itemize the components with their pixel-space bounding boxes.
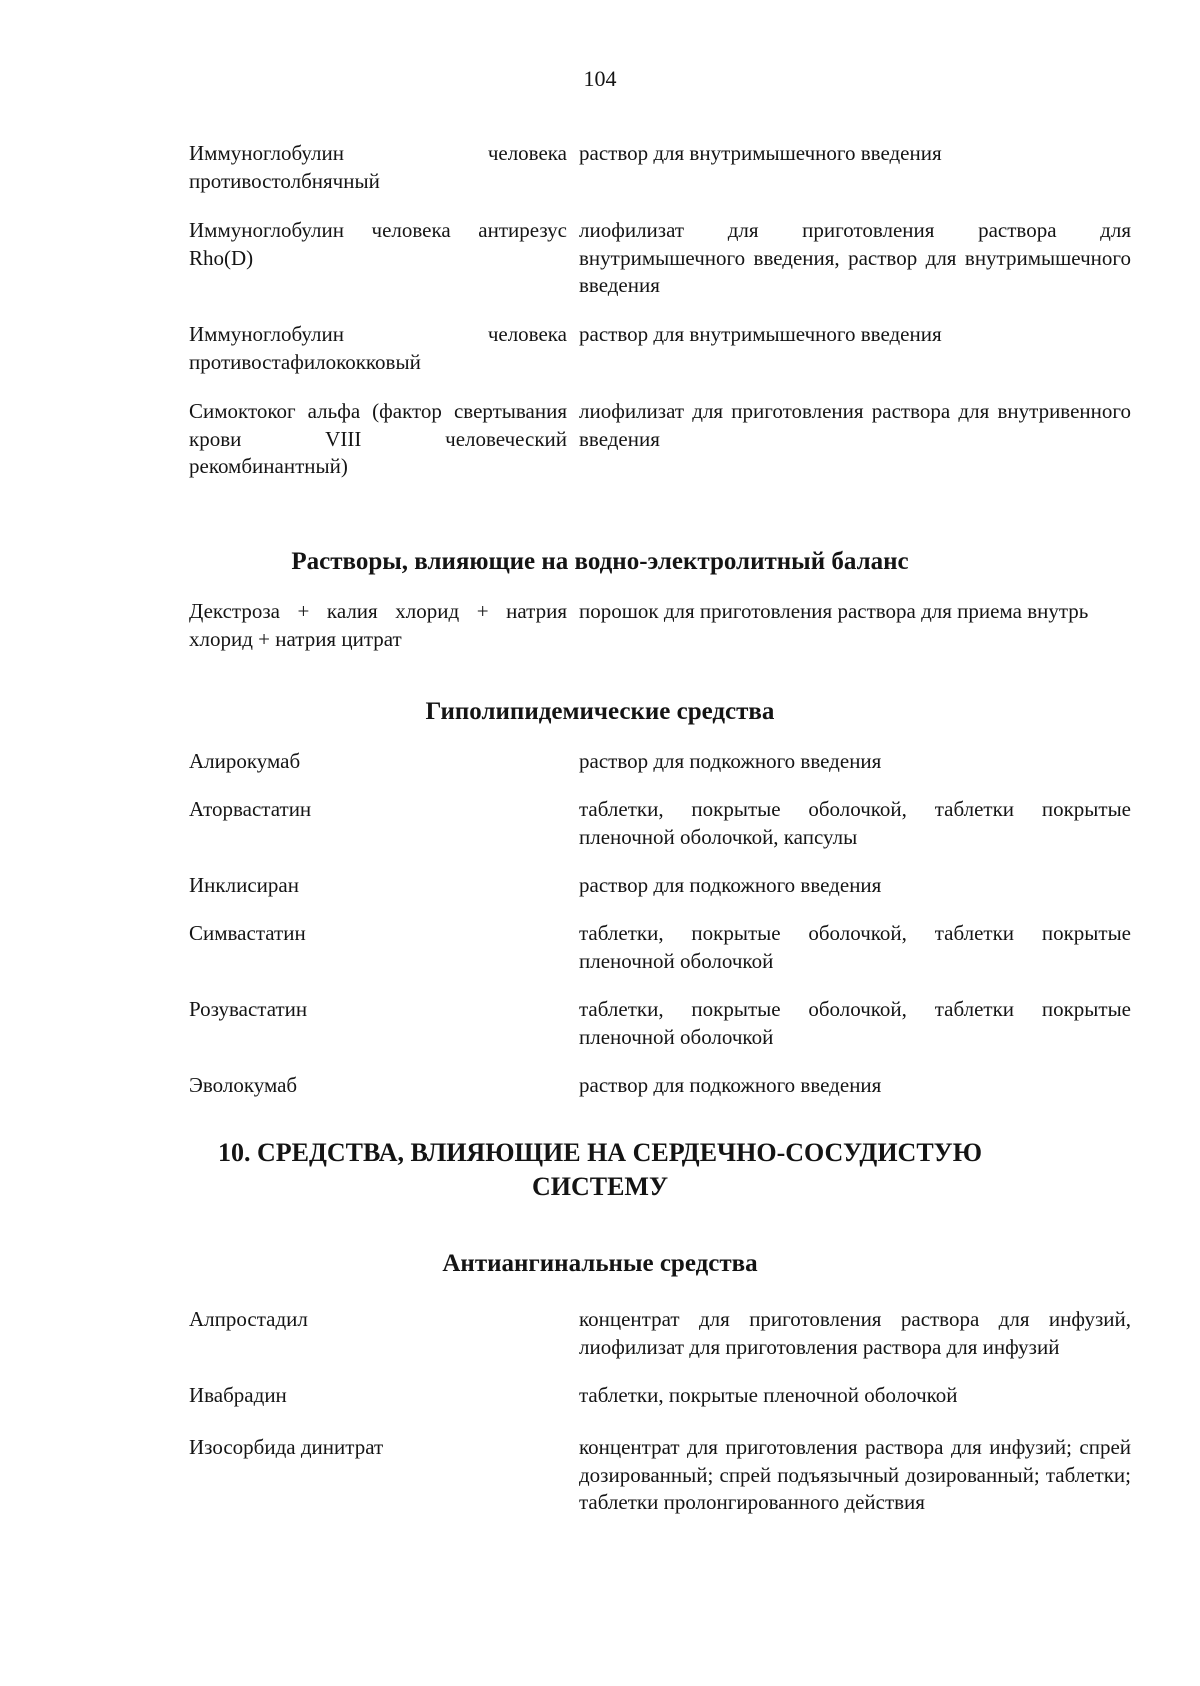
drug-name: Алпростадил <box>189 1307 308 1331</box>
section-title: 10. СРЕДСТВА, ВЛИЯЮЩИЕ НА СЕРДЕЧНО-СОСУДИСТУЮ <box>217 1138 983 1167</box>
group-heading: Растворы, влияющие на водно-электролитный баланс <box>291 548 909 575</box>
dosage-form: таблетки, покрытые оболочкой, таблетки покрытые пленочной оболочкой <box>579 997 1131 1049</box>
dosage-form: таблетки, покрытые оболочкой, таблетки покрытые пленочной оболочкой <box>579 921 1131 973</box>
dosage-form: лиофилизат для приготовления раствора для внутримышечного введения, раствор для внутримышечного введения <box>579 218 1131 297</box>
dosage-form: раствор для подкожного введения <box>579 749 882 773</box>
drug-name: Инклисиран <box>189 873 299 897</box>
dosage-form: раствор для внутримышечного введения <box>579 141 942 165</box>
drug-name: Аторвастатин <box>189 797 312 821</box>
group-heading: Гиполипидемические средства <box>425 698 775 725</box>
dosage-form: лиофилизат для приготовления раствора для внутривенного введения <box>579 399 1131 451</box>
drug-name: Симвастатин <box>189 921 306 945</box>
dosage-form: раствор для подкожного введения <box>579 873 882 897</box>
dosage-form: порошок для приготовления раствора для приема внутрь <box>579 599 1089 623</box>
drug-name: Иммуноглобулин человека противостолбнячный <box>189 141 567 193</box>
drug-name: Иммуноглобулин человека противостафилококковый <box>189 322 567 374</box>
dosage-form: таблетки, покрытые оболочкой, таблетки покрытые пленочной оболочкой, капсулы <box>579 797 1131 849</box>
section-title: СИСТЕМУ <box>531 1172 669 1201</box>
drug-name: Ивабрадин <box>189 1383 287 1407</box>
drug-name: Изосорбида динитрат <box>189 1435 384 1459</box>
dosage-form: таблетки, покрытые пленочной оболочкой <box>579 1383 958 1407</box>
drug-name: Эволокумаб <box>189 1073 298 1097</box>
drug-name: Симоктоког альфа (фактор свертывания крови VIII человеческий рекомбинантный) <box>189 399 567 478</box>
drug-name: Декстроза + калия хлорид + натрия хлорид + натрия цитрат <box>189 599 567 651</box>
dosage-form: раствор для подкожного введения <box>579 1073 882 1097</box>
dosage-form: раствор для внутримышечного введения <box>579 322 942 346</box>
drug-name: Иммуноглобулин человека антирезус Rho(D) <box>189 218 567 270</box>
page-number: 104 <box>583 66 617 91</box>
drug-name: Розувастатин <box>189 997 308 1021</box>
dosage-form: концентрат для приготовления раствора для инфузий, лиофилизат для приготовления раствора для инфузий <box>579 1307 1131 1359</box>
dosage-form: концентрат для приготовления раствора для инфузий; спрей дозированный; спрей подъязычный дозированный; таблетки; таблетки пролонгированного действия <box>579 1435 1131 1514</box>
drug-name: Алирокумаб <box>189 749 301 773</box>
group-heading: Антиангинальные средства <box>442 1250 758 1277</box>
